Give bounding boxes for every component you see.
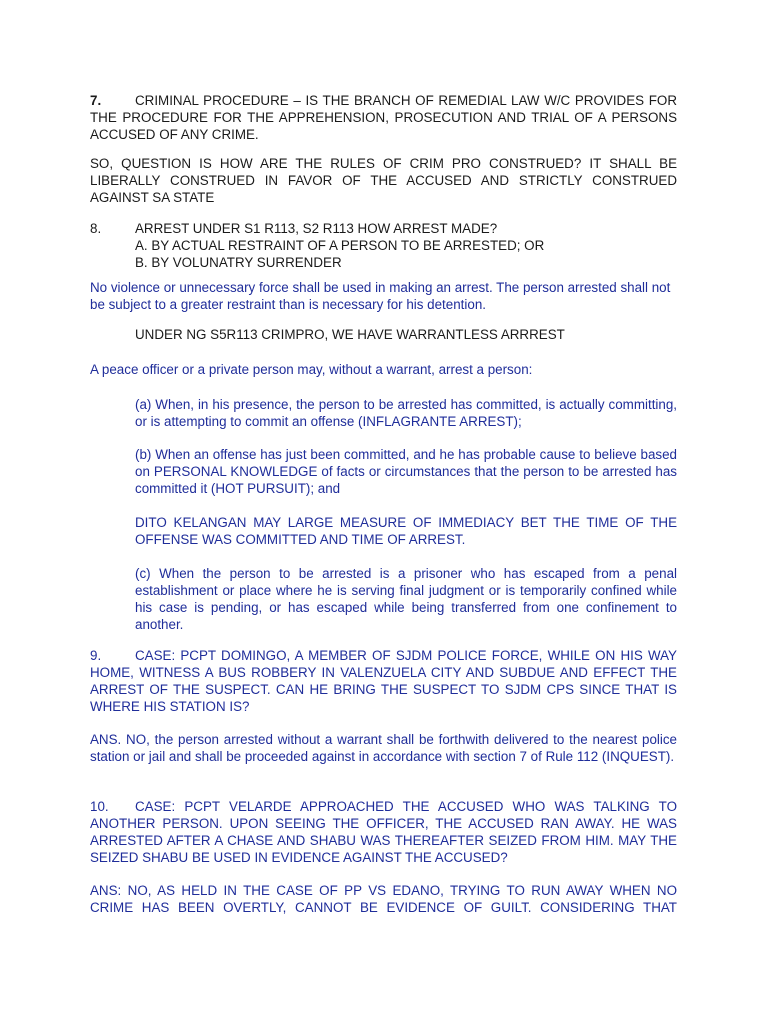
warrantless-arrest-heading: UNDER NG S5R113 CRIMPRO, WE HAVE WARRANTLESS ARRREST <box>135 327 565 342</box>
item-8-question: ARREST UNDER S1 R113, S2 R113 HOW ARREST MADE? <box>135 221 498 236</box>
item-10-case-text: CASE: PCPT VELARDE APPROACHED THE ACCUSED WHO WAS TALKING TO ANOTHER PERSON. UPON SEEING THE OFFICER, THE ACCUSED RAN AWAY. HE WAS ARRESTED AFTER A CHASE AND SHABU WAS THEREAFTER SEIZED FROM HIM. MAY THE SEIZED SHABU BE USED IN EVIDENCE AGAINST THE ACCUSED? <box>90 799 677 865</box>
clause-c-paragraph: (c) When the person to be arrested is a prisoner who has escaped from a penal establishment or place where he is serving final judgment or is temporarily confined while his case is pending, or has escaped while being transferred from one confinement to another. <box>135 566 677 632</box>
item-9-case-text: CASE: PCPT DOMINGO, A MEMBER OF SJDM POLICE FORCE, WHILE ON HIS WAY HOME, WITNESS A BUS ROBBERY IN VALENZUELA CITY AND SUBDUE AND EFFECT THE ARREST OF THE SUSPECT. CAN HE BRING THE SUSPECT TO SJDM CPS SINCE THAT IS WHERE HIS STATION IS? <box>90 648 677 714</box>
item-number: 10. <box>90 799 109 814</box>
item-9-case <box>90 647 677 715</box>
clause-a-paragraph: (a) When, in his presence, the person to be arrested has committed, is actually committing, or is attempting to commit an offense (INFLAGRANTE ARREST); <box>135 397 677 429</box>
item-8-question-block <box>90 220 677 271</box>
item-10-case <box>90 798 677 866</box>
arrest-rule-paragraph: No violence or unnecessary force shall be used in making an arrest. The person arrested shall not be subject to a greater restraint than is necessary for his detention. <box>90 280 671 312</box>
item-7-text: CRIMINAL PROCEDURE – IS THE BRANCH OF REMEDIAL LAW W/C PROVIDES FOR THE PROCEDURE FOR THE APPREHENSION, PROSECUTION AND TRIAL OF A PERSONS ACCUSED OF ANY CRIME. <box>90 93 677 142</box>
item-10-answer: ANS: NO, AS HELD IN THE CASE OF PP VS EDANO, TRYING TO RUN AWAY WHEN NO CRIME HAS BEEN OVERTLY, CANNOT BE EVIDENCE OF GUILT. CONSIDERING THAT <box>90 883 677 915</box>
item-8-option-b: B. BY VOLUNATRY SURRENDER <box>135 255 342 270</box>
item-9-answer: ANS. NO, the person arrested without a warrant shall be forthwith delivered to the nearest police station or jail and shall be proceeded against in accordance with section 7 of Rule 112 (INQUEST). <box>90 732 677 764</box>
item-8-option-a: A. BY ACTUAL RESTRAINT OF A PERSON TO BE ARRESTED; OR <box>135 238 545 253</box>
item-number: 7. <box>90 93 102 108</box>
item-number: 8. <box>90 221 102 236</box>
item-7-followup: SO, QUESTION IS HOW ARE THE RULES OF CRIM PRO CONSTRUED? IT SHALL BE LIBERALLY CONSTRUED IN FAVOR OF THE ACCUSED AND STRICTLY CONSTRUED AGAINST SA STATE <box>90 156 677 205</box>
warrantless-arrest-intro: A peace officer or a private person may, without a warrant, arrest a person: <box>90 362 533 377</box>
item-7-paragraph <box>90 92 677 143</box>
item-number: 9. <box>90 648 102 663</box>
immediacy-note: DITO KELANGAN MAY LARGE MEASURE OF IMMEDIACY BET THE TIME OF THE OFFENSE WAS COMMITTED AND TIME OF ARREST. <box>135 515 677 547</box>
clause-b-paragraph: (b) When an offense has just been committed, and he has probable cause to believe based on PERSONAL KNOWLEDGE of facts or circumstances that the person to be arrested has committed it (HOT PURSUIT); and <box>135 447 677 496</box>
